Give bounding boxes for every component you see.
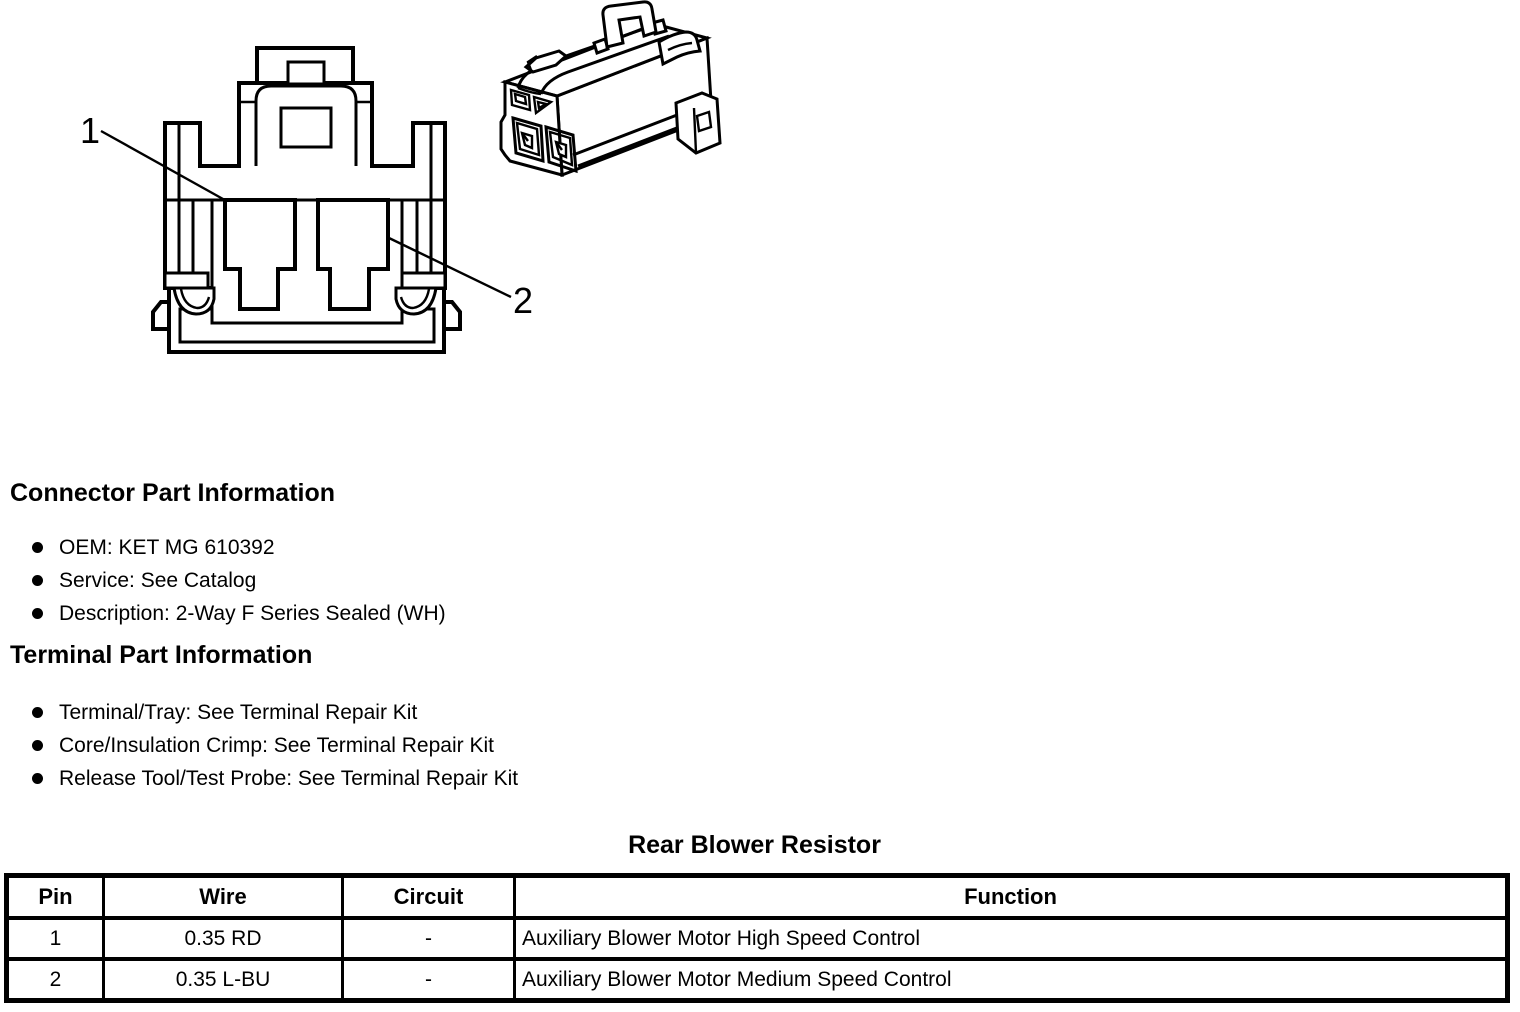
list-item-text: Release Tool/Test Probe: See Terminal Repair Kit <box>59 766 519 790</box>
list-item-text: Description: 2-Way F Series Sealed (WH) <box>59 601 446 625</box>
list-item <box>32 696 518 729</box>
list-item <box>32 729 518 762</box>
table-row <box>7 959 1508 1001</box>
list-item <box>32 564 446 597</box>
list-item-text: OEM: KET MG 610392 <box>59 535 275 559</box>
front-top-tab-window <box>288 62 324 84</box>
cell-pin: 2 <box>7 959 104 1001</box>
bullet-dot-icon <box>32 542 43 553</box>
cell-function: Auxiliary Blower Motor Medium Speed Control <box>515 959 1508 1001</box>
connector-3d-view <box>501 2 720 175</box>
table-row <box>7 918 1508 959</box>
bullet-dot-icon <box>32 773 43 784</box>
connector-part-info-list <box>32 531 446 630</box>
bullet-dot-icon <box>32 575 43 586</box>
list-item <box>32 597 446 630</box>
front-right-foot <box>444 302 460 329</box>
column-header-pin: Pin <box>7 876 104 919</box>
table-header-row <box>7 876 1508 919</box>
cell-wire: 0.35 L-BU <box>104 959 343 1001</box>
connector-part-information-heading: Connector Part Information <box>10 479 336 507</box>
cell-wire: 0.35 RD <box>104 918 343 959</box>
list-item <box>32 531 446 564</box>
column-header-circuit: Circuit <box>343 876 515 919</box>
cell-circuit: - <box>343 918 515 959</box>
pin2-label: 2 <box>513 280 534 321</box>
bullet-dot-icon <box>32 740 43 751</box>
list-item-text: Core/Insulation Crimp: See Terminal Repair Kit <box>59 733 494 757</box>
front-collar-window <box>281 108 331 147</box>
front-left-seal-bar <box>165 273 208 288</box>
list-item-text: Service: See Catalog <box>59 568 257 592</box>
table-title: Rear Blower Resistor <box>628 831 881 859</box>
terminal-part-info-list <box>32 696 518 795</box>
pinout-table <box>4 873 1510 1003</box>
column-header-function: Function <box>515 876 1508 919</box>
list-item-text: Terminal/Tray: See Terminal Repair Kit <box>59 700 418 724</box>
cell-circuit: - <box>343 959 515 1001</box>
cell-function: Auxiliary Blower Motor High Speed Control <box>515 918 1508 959</box>
connector-front-view <box>153 48 460 352</box>
front-left-foot <box>153 302 169 329</box>
iso-bracket-hole <box>697 112 711 131</box>
pin1-label: 1 <box>80 110 101 151</box>
terminal-part-information-heading: Terminal Part Information <box>10 641 313 669</box>
column-header-wire: Wire <box>104 876 343 919</box>
bullet-dot-icon <box>32 608 43 619</box>
connector-diagram <box>0 0 760 400</box>
cell-pin: 1 <box>7 918 104 959</box>
front-right-seal-bar <box>402 273 445 288</box>
list-item <box>32 762 518 795</box>
bullet-dot-icon <box>32 707 43 718</box>
